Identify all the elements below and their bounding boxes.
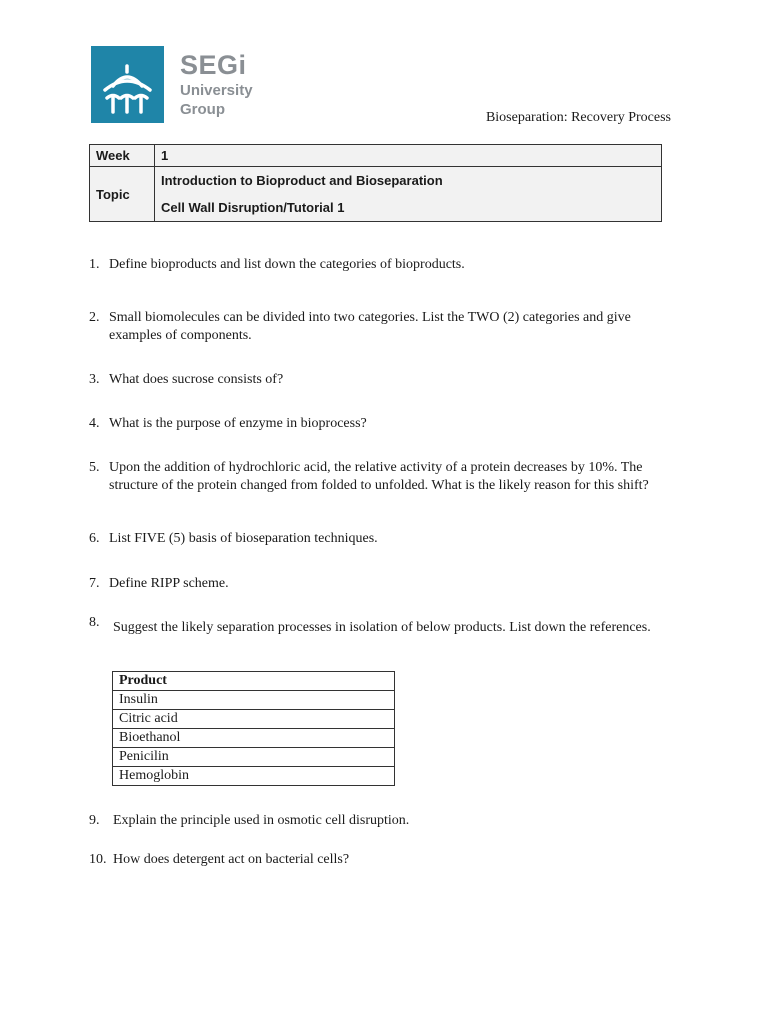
topic-line: Cell Wall Disruption/Tutorial 1 <box>161 200 345 215</box>
question-item <box>89 415 677 433</box>
question-number: 2. <box>89 310 100 325</box>
question-number: 10. <box>89 852 107 867</box>
segi-logo-wordmark <box>180 52 253 117</box>
question-text: Suggest the likely separation processes in isolation of below products. List down the references. <box>113 620 651 635</box>
question-number: 9. <box>89 813 100 828</box>
products-table <box>112 671 395 786</box>
product-cell: Insulin <box>113 691 395 710</box>
product-cell: Citric acid <box>113 710 395 729</box>
question-item <box>89 614 677 641</box>
week-label: Week <box>90 145 155 167</box>
question-item <box>89 530 677 548</box>
product-cell: Bioethanol <box>113 729 395 748</box>
table-row <box>113 767 395 786</box>
topic-label: Topic <box>90 167 155 222</box>
table-row <box>113 710 395 729</box>
table-row <box>113 729 395 748</box>
topic-row <box>90 167 662 222</box>
week-topic-table <box>89 144 662 222</box>
question-number: 7. <box>89 576 100 591</box>
segi-logo-mark <box>91 46 164 123</box>
topic-line: Introduction to Bioproduct and Bioseparation <box>161 173 443 188</box>
table-row <box>113 691 395 710</box>
question-text: How does detergent act on bacterial cells? <box>113 852 350 867</box>
products-header: Product <box>113 672 395 691</box>
topic-value <box>155 167 662 222</box>
question-number: 5. <box>89 460 100 475</box>
question-item <box>89 812 677 830</box>
product-cell: Hemoglobin <box>113 767 395 786</box>
product-cell: Penicilin <box>113 748 395 767</box>
question-text: What is the purpose of enzyme in bioprocess? <box>109 416 367 431</box>
question-item <box>89 256 677 274</box>
question-number: 4. <box>89 416 100 431</box>
question-number: 6. <box>89 531 100 546</box>
question-text: Small biomolecules can be divided into two categories. List the TWO (2) categories and give examples of components. <box>109 310 631 343</box>
question-list <box>89 256 677 869</box>
logo-brand: SEGi <box>180 50 247 80</box>
question-text: Define bioproducts and list down the categories of bioproducts. <box>109 257 465 272</box>
question-text: Define RIPP scheme. <box>109 576 229 591</box>
question-item <box>89 851 677 869</box>
question-text: Explain the principle used in osmotic cell disruption. <box>113 813 410 828</box>
question-text: Upon the addition of hydrochloric acid, the relative activity of a protein decreases by 10%. The structure of the protein changed from folded to unfolded. What is the likely reason for this shift? <box>109 460 649 493</box>
products-header-row <box>113 672 395 691</box>
question-number: 3. <box>89 372 100 387</box>
question-item <box>89 575 677 593</box>
question-item <box>89 371 677 389</box>
logo-line-2: Group <box>180 101 225 118</box>
question-text: What does sucrose consists of? <box>109 372 284 387</box>
question-item <box>89 459 677 495</box>
course-title: Bioseparation: Recovery Process <box>485 110 671 125</box>
logo-line-1: University <box>180 82 253 99</box>
dome-building-icon <box>91 46 164 123</box>
week-row <box>90 145 662 167</box>
week-value: 1 <box>155 145 662 167</box>
question-number: 8. <box>89 615 100 630</box>
question-text: List FIVE (5) basis of bioseparation techniques. <box>109 531 378 546</box>
table-row <box>113 748 395 767</box>
question-item <box>89 309 677 345</box>
question-number: 1. <box>89 257 100 272</box>
